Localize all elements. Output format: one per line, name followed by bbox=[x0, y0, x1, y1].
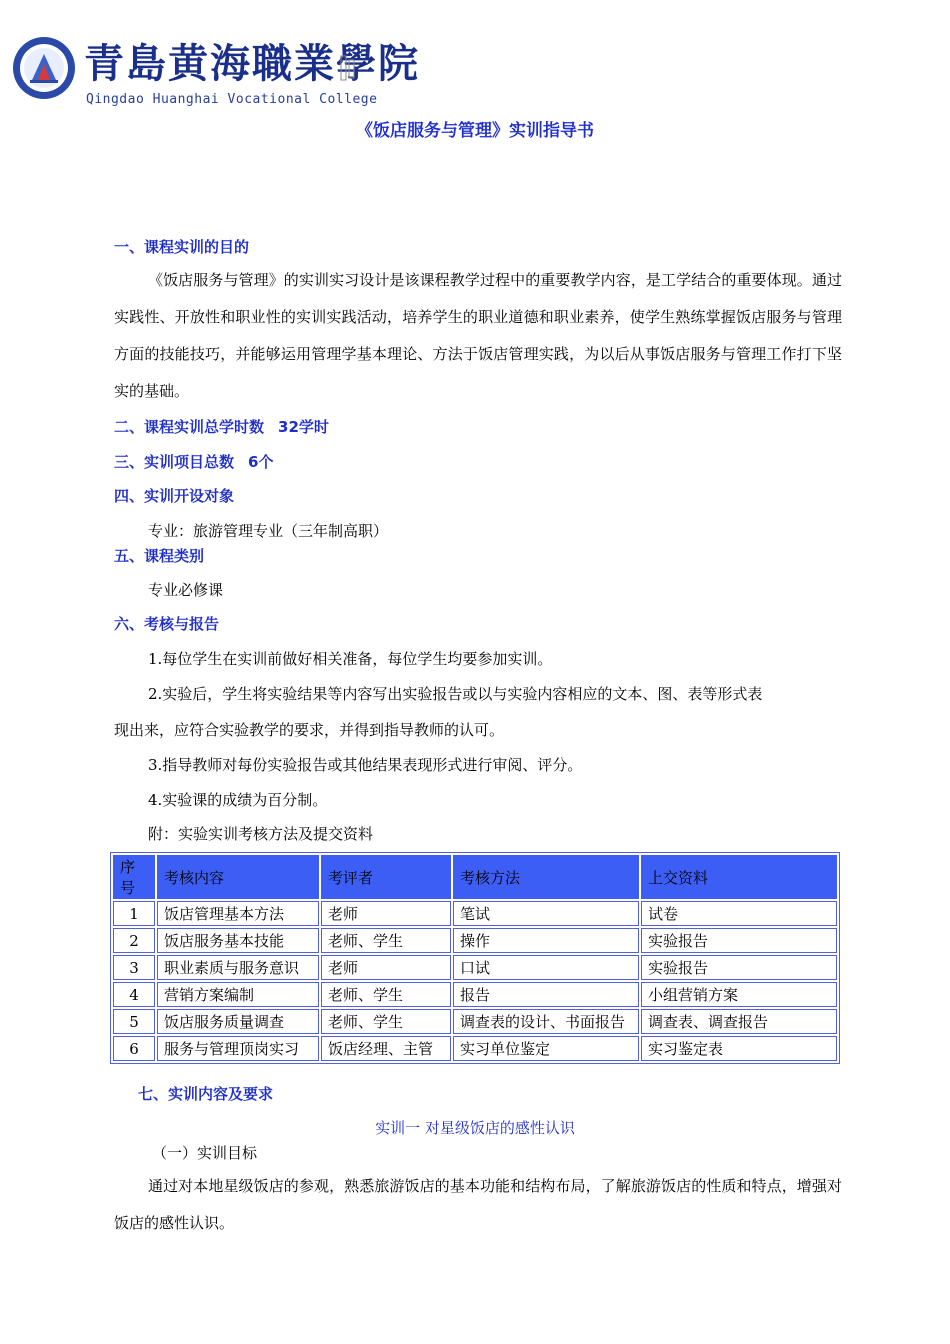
section-2-title: 二、课程实训总学时数 bbox=[114, 418, 265, 436]
table-header-cell: 序号 bbox=[113, 855, 155, 899]
table-cell: 调查表的设计、书面报告 bbox=[453, 1009, 639, 1034]
table-cell: 2 bbox=[113, 928, 155, 953]
table-row bbox=[113, 928, 837, 953]
table-row bbox=[113, 955, 837, 980]
table-cell: 饭店经理、主管 bbox=[321, 1036, 451, 1061]
table-cell: 报告 bbox=[453, 982, 639, 1007]
school-name-english: Qingdao Huanghai Vocational College bbox=[86, 92, 378, 107]
table-header-cell: 考评者 bbox=[321, 855, 451, 899]
section-6-item-2a: 2.实验后，学生将实验结果等内容写出实验报告或以与实验内容相应的文本、图、表等形式表 bbox=[148, 685, 763, 703]
table-row bbox=[113, 1009, 837, 1034]
table-cell: 4 bbox=[113, 982, 155, 1007]
section-4-heading: 四、实训开设对象 bbox=[114, 487, 235, 505]
table-cell: 营销方案编制 bbox=[157, 982, 319, 1007]
table-cell: 笔试 bbox=[453, 901, 639, 926]
table-cell: 实习鉴定表 bbox=[641, 1036, 837, 1061]
section-4-text: 专业：旅游管理专业（三年制高职） bbox=[148, 522, 389, 540]
table-cell: 1 bbox=[113, 901, 155, 926]
lab-1-title: 实训一 对星级饭店的感性认识 bbox=[375, 1119, 575, 1137]
table-cell: 老师、学生 bbox=[321, 982, 451, 1007]
table-header-cell: 上交资料 bbox=[641, 855, 837, 899]
section-5-text: 专业必修课 bbox=[148, 581, 224, 599]
table-cell: 试卷 bbox=[641, 901, 837, 926]
section-2-heading bbox=[114, 416, 329, 437]
table-row bbox=[113, 982, 837, 1007]
section-6-item-2b: 现出来，应符合实验教学的要求，并得到指导教师的认可。 bbox=[114, 721, 505, 739]
section-6-item-3: 3.指导教师对每份实验报告或其他结果表现形式进行审阅、评分。 bbox=[148, 756, 583, 774]
table-cell: 3 bbox=[113, 955, 155, 980]
lab-1-subheading: （一）实训目标 bbox=[152, 1144, 258, 1162]
table-cell: 口试 bbox=[453, 955, 639, 980]
section-3-value: 6个 bbox=[248, 453, 274, 471]
section-3-heading bbox=[114, 451, 273, 472]
table-cell: 职业素质与服务意识 bbox=[157, 955, 319, 980]
section-3-title: 三、实训项目总数 bbox=[114, 453, 235, 471]
document-title: 《饭店服务与管理》实训指导书 bbox=[356, 121, 594, 141]
school-emblem-logo bbox=[12, 36, 76, 100]
table-cell: 调查表、调查报告 bbox=[641, 1009, 837, 1034]
table-cell: 6 bbox=[113, 1036, 155, 1061]
table-cell: 实验报告 bbox=[641, 955, 837, 980]
section-6-item-4: 4.实验课的成绩为百分制。 bbox=[148, 791, 328, 809]
lab-1-paragraph: 通过对本地星级饭店的参观，熟悉旅游饭店的基本功能和结构布局，了解旅游饭店的性质和特点，增强对饭店的感性认识。 bbox=[114, 1177, 842, 1232]
section-7-heading: 七、实训内容及要求 bbox=[138, 1085, 274, 1103]
table-row bbox=[113, 1036, 837, 1061]
section-6-item-1: 1.每位学生在实训前做好相关准备，每位学生均要参加实训。 bbox=[148, 650, 553, 668]
table-cell: 老师 bbox=[321, 901, 451, 926]
table-cell: 老师、学生 bbox=[321, 928, 451, 953]
section-1-heading: 一、课程实训的目的 bbox=[114, 238, 250, 256]
table-cell: 饭店服务基本技能 bbox=[157, 928, 319, 953]
table-cell: 饭店服务质量调查 bbox=[157, 1009, 319, 1034]
table-row bbox=[113, 901, 837, 926]
school-name-chinese: 青島黄海職業學院 bbox=[84, 40, 420, 87]
section-1-paragraph: 《饭店服务与管理》的实训实习设计是该课程教学过程中的重要教学内容，是工学结合的重要体现。通过实践性、开放性和职业性的实训实践活动，培养学生的职业道德和职业素养，使学生熟练掌握饭店服务与管理方面的技能技巧，并能够运用管理学基本理论、方法于饭店管理实践，为以后从事饭店服务与管理工作打下坚实的基础。 bbox=[114, 271, 842, 400]
table-cell: 5 bbox=[113, 1009, 155, 1034]
table-cell: 小组营销方案 bbox=[641, 982, 837, 1007]
section-6-heading: 六、考核与报告 bbox=[114, 615, 220, 633]
seal-stamp-icon bbox=[338, 54, 358, 82]
table-header-cell: 考核内容 bbox=[157, 855, 319, 899]
table-cell: 饭店管理基本方法 bbox=[157, 901, 319, 926]
table-header-row bbox=[113, 855, 837, 899]
section-6-attachment: 附：实验实训考核方法及提交资料 bbox=[148, 825, 374, 843]
table-cell: 实验报告 bbox=[641, 928, 837, 953]
assessment-table bbox=[110, 852, 840, 1064]
section-5-heading: 五、课程类别 bbox=[114, 547, 205, 565]
table-cell: 老师、学生 bbox=[321, 1009, 451, 1034]
table-cell: 实习单位鉴定 bbox=[453, 1036, 639, 1061]
table-cell: 服务与管理顶岗实习 bbox=[157, 1036, 319, 1061]
table-cell: 老师 bbox=[321, 955, 451, 980]
table-header-cell: 考核方法 bbox=[453, 855, 639, 899]
section-2-value: 32学时 bbox=[278, 418, 329, 436]
table-cell: 操作 bbox=[453, 928, 639, 953]
